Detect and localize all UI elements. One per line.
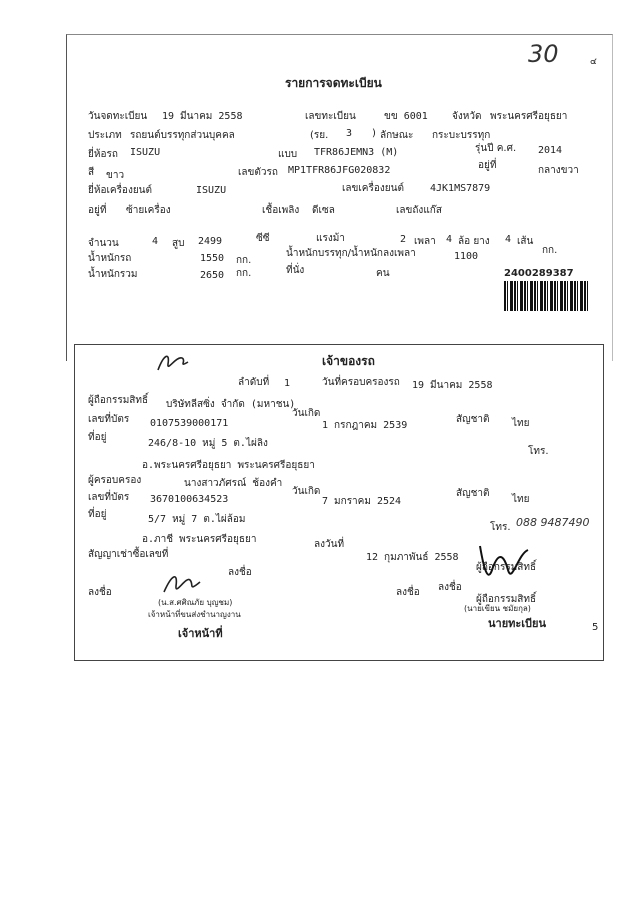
fuel-label: เชื้อเพลิง (262, 205, 300, 216)
cc-label: ซีซี (256, 233, 270, 244)
registrar-name: (นายเขียน ชมัยกุล) (464, 604, 531, 613)
fuel: ดีเซล (312, 205, 335, 216)
engine-pos: ซ้ายเครื่อง (126, 205, 171, 216)
addr-line-4: อ.ภาชี พระนครศรีอยุธยา (142, 534, 257, 545)
load-label: น้ำหนักบรรทุก/น้ำหนักลงเพลา (286, 248, 416, 259)
page-number: 5 (592, 622, 599, 633)
engine-brand: ISUZU (196, 185, 227, 196)
nation: ไทย (512, 418, 530, 429)
addr2-label: ที่อยู่ (88, 509, 107, 520)
style: กระบะบรรทุก (432, 130, 491, 141)
chassis-pos: กลางขวา (538, 165, 579, 176)
cyl: 4 (152, 236, 159, 247)
cc: 2499 (198, 236, 223, 247)
reg-no-label: เลขทะเบียน (305, 111, 356, 122)
gross: 2650 (200, 270, 225, 281)
tel-label: โทร. (528, 446, 549, 457)
gross-label: น้ำหนักรวม (88, 269, 138, 280)
engine-no-label: เลขเครื่องยนต์ (342, 183, 404, 194)
rs-label: (รย. (310, 130, 329, 141)
holder-sign-label-b: ผู้ถือกรรมสิทธิ์ (476, 594, 537, 605)
tel2: 088 9487490 (516, 516, 590, 529)
officer-title: เจ้าหน้าที่ (178, 627, 223, 640)
addr-label: ที่อยู่ (88, 432, 107, 443)
officer-position: เจ้าหน้าที่ขนส่งชำนาญงาน (148, 610, 241, 619)
style-label: ลักษณะ (380, 130, 414, 141)
engine-number: 4JK1MS7879 (430, 183, 491, 194)
engine-pos-label: อยู่ที่ (88, 205, 107, 216)
engine-brand-label: ยี่ห้อเครื่องยนต์ (88, 185, 153, 196)
occupant: นางสาวภัศรณ์ ช้องคำ (184, 478, 283, 489)
birth-label: วันเกิด (292, 408, 321, 419)
birth2-label: วันเกิด (292, 486, 321, 497)
birth2: 7 มกราคม 2524 (322, 496, 402, 507)
birth: 1 กรกฎาคม 2539 (322, 420, 408, 431)
tel2-label: โทร. (490, 522, 511, 533)
tires: 4 (505, 234, 512, 245)
reg-no: ขข 6001 (384, 111, 428, 122)
wheels-label: ล้อ ยาง (458, 236, 490, 247)
handwritten-page-number: 30 (528, 40, 559, 68)
chassis-label: เลขตัวรถ (238, 167, 278, 178)
card-label: เลขที่บัตร (88, 414, 130, 425)
sign-label-d: ลงชื่อ (396, 587, 420, 598)
axle: 2 (400, 234, 407, 245)
gas-label: เลขถังแก๊ส (396, 205, 442, 216)
owner-date-label: วันที่ครอบครองรถ (322, 377, 400, 388)
nation2: ไทย (512, 494, 530, 505)
weight: 1550 (200, 253, 225, 264)
chassis-number: MP1TFR86JFG020832 (288, 165, 391, 176)
holder: บริษัทลีสซิ่ง จำกัด (มหาชน) (166, 399, 296, 410)
reg-date: 19 มีนาคม 2558 (162, 111, 243, 122)
brand-label: ยี่ห้อรถ (88, 149, 118, 160)
reg-date-label: วันจดทะเบียน (88, 111, 148, 122)
seats-unit: คน (376, 268, 390, 279)
color-label: สี (88, 167, 95, 178)
model: TFR86JEMN3 (M) (314, 147, 399, 158)
holder-label: ผู้ถือกรรมสิทธิ์ (88, 395, 149, 406)
color: ขาว (106, 170, 125, 181)
sign-label-b: ลงชื่อ (438, 582, 462, 593)
axle-label: เพลา (414, 236, 436, 247)
load: 1100 (454, 251, 479, 262)
holder-sign-label-a: ผู้ถือกรรมสิทธิ์ (476, 562, 537, 573)
addr-line-3: 5/7 หมู่ 7 ต.ไผ่ล้อม (148, 514, 246, 525)
holder-signature (474, 540, 537, 590)
seats-label: ที่นั่ง (286, 265, 305, 276)
type-label: ประเภท (88, 130, 122, 141)
seq-label: ลำดับที่ (238, 377, 270, 388)
officer-name: (น.ส.ศศิณภัย บุญชม) (158, 598, 233, 607)
barcode (504, 281, 590, 311)
registration-title: รายการจดทะเบียน (285, 76, 382, 90)
card2-label: เลขที่บัตร (88, 492, 130, 503)
kg-unit-2: กก. (542, 245, 558, 256)
cyl-unit: สูบ (172, 238, 185, 249)
contract-date-label: ลงวันที่ (314, 539, 345, 550)
barcode-number: 2400289387 (504, 268, 574, 279)
card2-number: 3670100634523 (150, 494, 229, 505)
owner-date: 19 มีนาคม 2558 (412, 380, 493, 391)
province-label: จังหวัด (452, 111, 482, 122)
nation-label: สัญชาติ (456, 414, 490, 425)
addr-line-2: อ.พระนครศรีอยุธยา พระนครศรีอยุธยา (142, 460, 315, 471)
card-number: 0107539000171 (150, 418, 229, 429)
sign-label-a: ลงชื่อ (228, 567, 252, 578)
corner-number: ๔ (590, 57, 597, 67)
initials-signature (154, 350, 192, 376)
contract-label: สัญญาเช่าซื้อเลขที่ (88, 549, 169, 560)
tires-label: เส้น (517, 236, 534, 247)
model-year-label: รุ่นปี ค.ศ. (475, 143, 517, 154)
model-label: แบบ (278, 149, 298, 160)
weight-label: น้ำหนักรถ (88, 253, 132, 264)
province: พระนครศรีอยุธยา (490, 111, 568, 122)
type: รถยนต์บรรทุกส่วนบุคคล (130, 130, 235, 141)
kg-unit-1: กก. (236, 255, 252, 266)
contract-date: 12 กุมภาพันธ์ 2558 (366, 552, 459, 563)
rs-close: ) (372, 128, 376, 139)
chassis-pos-label: อยู่ที่ (478, 160, 497, 171)
kg-unit-3: กก. (236, 268, 252, 279)
nation2-label: สัญชาติ (456, 488, 490, 499)
addr-line-1: 246/8-10 หมู่ 5 ต.ไผ่ลิง (148, 438, 268, 449)
seq: 1 (284, 378, 291, 389)
cyl-label: จำนวน (88, 238, 119, 249)
sign-label-c: ลงชื่อ (88, 587, 112, 598)
owner-title: เจ้าของรถ (322, 354, 375, 368)
model-year: 2014 (538, 145, 563, 156)
hp-label: แรงม้า (316, 233, 345, 244)
brand: ISUZU (130, 147, 161, 158)
rs-value: 3 (346, 128, 353, 139)
wheels: 4 (446, 234, 453, 245)
occupant-label: ผู้ครอบครอง (88, 475, 142, 486)
registrar-title: นายทะเบียน (488, 617, 547, 630)
